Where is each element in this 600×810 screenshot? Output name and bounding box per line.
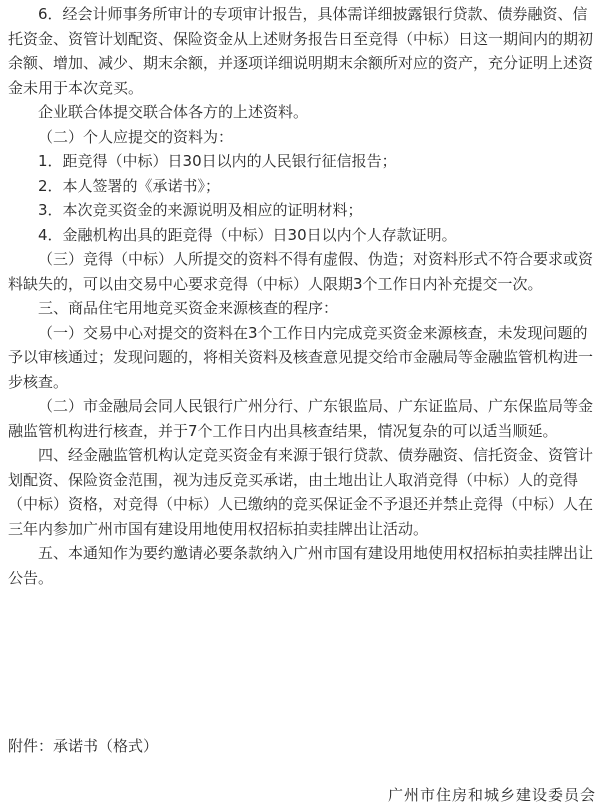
paragraph-penalty: 四、经金融监管机构认定竞买资金有来源于银行贷款、债券融资、信托资金、资管计划配资、保险资金范围，视为违反竞买承诺，由土地出让人取消竞得（中标）人的竞得（中标）资格，对竞得（中标）人已缴纳的竞买保证金不予退还并禁止竞得（中标）人在三年内参加广州市国有建设用地使用权招标拍卖挂牌出让活动。 xyxy=(8,446,594,538)
paragraph-audit-report: 6．经会计师事务所审计的专项审计报告，具体需详细披露银行贷款、债券融资、信托资金、资管计划配资、保险资金从上述财务报告日至竞得（中标）日这一期间内的期初余额、增加、减少、期末余额，并逐项详细说明期末余额所对应的资产，充分证明上述资金未用于本次竞买。 xyxy=(8,5,594,97)
paragraph-trading-center-review: （一）交易中心对提交的资料在3个工作日内完成竞买资金来源核查，未发现问题的予以审核通过；发现问题的，将相关资料及核查意见提交给市金融局等金融监管机构进一步核查。 xyxy=(8,323,594,391)
heading-personal-materials: （二）个人应提交的资料为： xyxy=(38,127,234,146)
paragraph-no-falsification: （三）竞得（中标）人所提交的资料不得有虚假、伪造；对资料形式不符合要求或资料缺失的，可以由交易中心要求竞得（中标）人限期3个工作日内补充提交一次。 xyxy=(8,250,594,293)
document-body xyxy=(8,2,594,590)
attachment-line: 附件：承诺书（格式） xyxy=(8,737,159,755)
heading-verification-procedure: 三、商品住宅用地竞买资金来源核查的程序： xyxy=(38,299,339,317)
paragraph-notice-inclusion: 五、本通知作为要约邀请必要条款纳入广州市国有建设用地使用权招标拍卖挂牌出让公告。 xyxy=(8,544,594,587)
issuer-signature: 广州市住房和城乡建设委员会 xyxy=(387,786,596,804)
paragraph-finance-bureau-review: （二）市金融局会同人民银行广州分行、广东银监局、广东证监局、广东保监局等金融监管机构进行核查，并于7个工作日内出具核查结果，情况复杂的可以适当顺延。 xyxy=(8,397,594,440)
paragraph-consortium: 企业联合体提交联合体各方的上述资料。 xyxy=(38,103,309,121)
list-item: 1．距竞得（中标）日30日以内的人民银行征信报告； xyxy=(38,152,397,170)
list-item: 4．金融机构出具的距竞得（中标）日30日以内个人存款证明。 xyxy=(38,225,457,244)
list-item: 2．本人签署的《承诺书》； xyxy=(38,176,221,195)
list-item: 3．本次竞买资金的来源说明及相应的证明材料； xyxy=(38,201,363,219)
